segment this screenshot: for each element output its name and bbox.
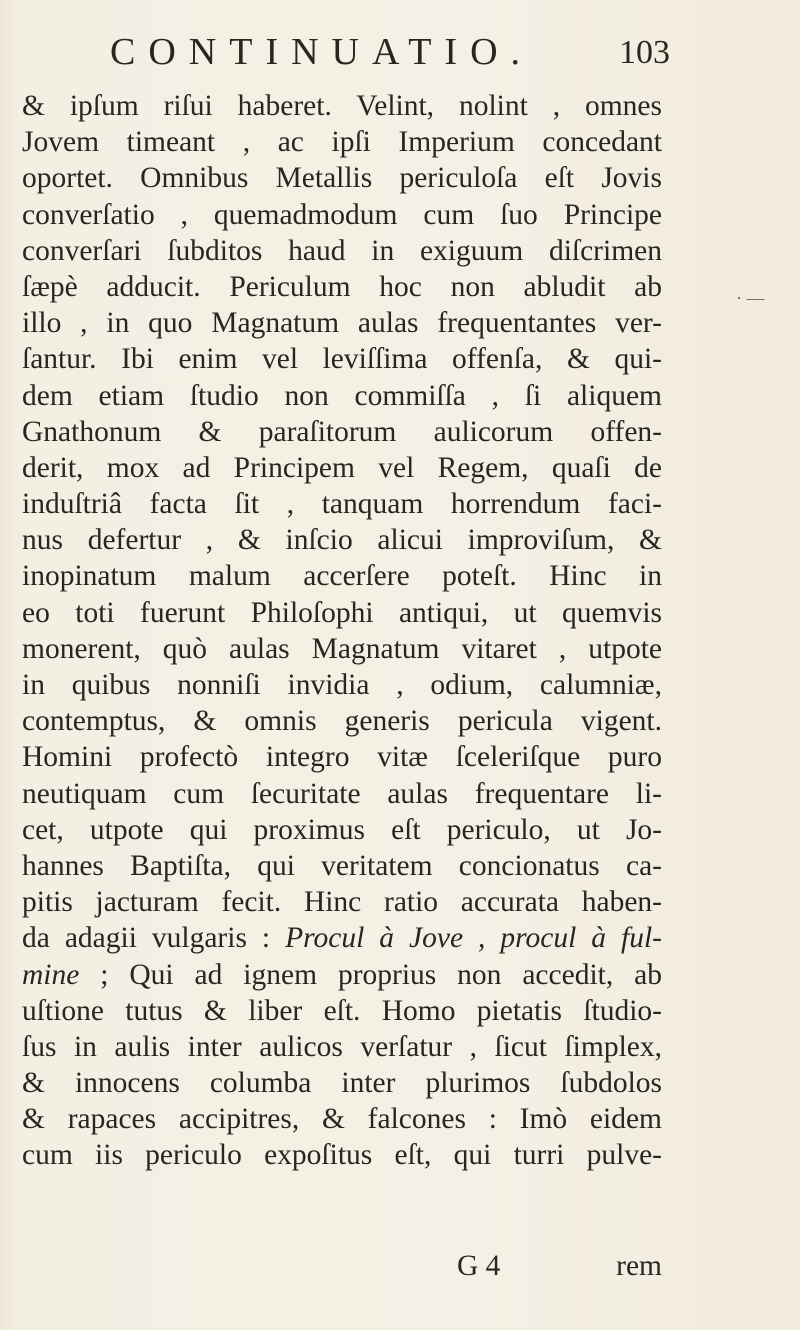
text-line: converſatio , quemadmodum cum ſuo Principe xyxy=(22,198,662,231)
running-title: CONTINUATIO. xyxy=(110,31,534,73)
text-line: cet, utpote qui proximus eſt periculo, ut Jo- xyxy=(22,813,662,846)
text-line: derit, mox ad Principem vel Regem, quaſi de xyxy=(22,451,662,484)
text-line: ſus in aulis inter aulicos verſatur , ſicut ſimplex, xyxy=(22,1030,662,1063)
text-line: in quibus nonniſi invidia , odium, calumniæ, xyxy=(22,669,662,701)
text-line-adage xyxy=(22,920,662,956)
catchword: rem xyxy=(616,1250,662,1282)
text-line: Jovem timeant , ac ipſi Imperium concedant xyxy=(22,126,662,159)
body-text xyxy=(22,88,662,1174)
adage-italic: Procul à Jove , procul à ful- xyxy=(285,922,662,955)
signature-mark: G 4 xyxy=(457,1250,501,1282)
text-line: ſantur. Ibi enim vel leviſſima offenſa, & qui- xyxy=(22,343,662,376)
text-line: inopinatum malum accerſere poteſt. Hinc in xyxy=(22,560,662,593)
text-line: contemptus, & omnis generis pericula vigent. xyxy=(22,705,662,738)
text-line: hannes Baptiſta, qui veritatem concionatus ca- xyxy=(22,849,662,882)
text-line: neutiquam cum ſecuritate aulas frequentare li- xyxy=(22,777,662,810)
text-line: converſari ſubditos haud in exiguum diſcrimen xyxy=(22,234,662,267)
text-line: ſæpè adducit. Periculum hoc non abludit ab xyxy=(22,270,662,303)
margin-mark: · — xyxy=(736,288,765,308)
text-line: monerent, quò aulas Magnatum vitaret , utpote xyxy=(22,632,662,665)
text-line: Gnathonum & paraſitorum aulicorum offen- xyxy=(22,415,662,448)
text-line: pitis jacturam fecit. Hinc ratio accurata haben- xyxy=(22,886,662,919)
catch-line xyxy=(22,1250,662,1286)
page-number: 103 xyxy=(619,34,670,71)
text-line: & ipſum riſui haberet. Velint, nolint , omnes xyxy=(22,90,662,122)
text-segment: ; Qui ad ignem proprius non accedit, ab xyxy=(79,958,662,991)
text-segment: da adagii vulgaris : xyxy=(22,922,271,955)
text-line: Homini profectò integro vitæ ſceleriſque puro xyxy=(22,741,662,774)
adage-italic-end: mine xyxy=(22,958,80,991)
text-line: oportet. Omnibus Metallis periculoſa eſt Jovis xyxy=(22,162,662,195)
text-line: cum iis periculo expoſitus eſt, qui turri pulve- xyxy=(22,1139,662,1172)
text-line: & innocens columba inter plurimos ſubdolos xyxy=(22,1067,662,1100)
text-line: induſtriâ facta ſit , tanquam horrendum faci- xyxy=(22,488,662,521)
text-line: uſtione tutus & liber eſt. Homo pietatis ſtudio- xyxy=(22,994,662,1027)
text-line: nus defertur , & inſcio alicui improviſum, & xyxy=(22,524,662,557)
page-header xyxy=(110,30,670,80)
text-line: & rapaces accipitres, & falcones : Imò eidem xyxy=(22,1103,662,1136)
text-line: eo toti fuerunt Philoſophi antiqui, ut quemvis xyxy=(22,596,662,629)
text-line: dem etiam ſtudio non commiſſa , ſi aliquem xyxy=(22,379,662,412)
text-line xyxy=(22,957,662,993)
text-line: illo , in quo Magnatum aulas frequentantes ver- xyxy=(22,307,662,340)
